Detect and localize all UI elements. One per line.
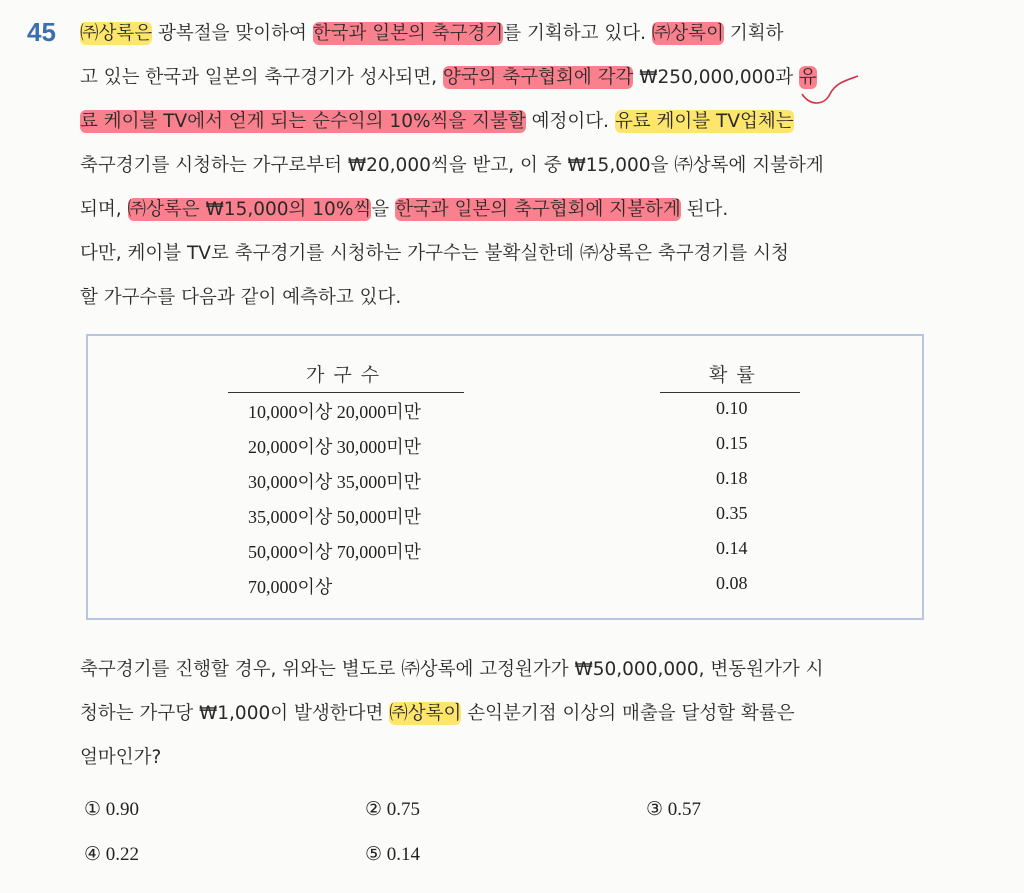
household-probability-table	[86, 334, 924, 620]
text-line	[80, 188, 940, 232]
highlighted-text: ㈜상록은	[80, 23, 153, 44]
probability-cell: 0.10	[716, 398, 748, 418]
choice-2[interactable]: ② 0.75	[365, 799, 421, 820]
header-rule-households	[228, 392, 464, 393]
choice-5[interactable]: ⑤ 0.14	[365, 844, 421, 865]
header-probability: 확률	[709, 364, 764, 386]
text-segment: 기획하	[723, 23, 784, 44]
choice-3[interactable]: ③ 0.57	[646, 799, 702, 820]
text-segment: 를 기획하고 있다.	[503, 23, 652, 44]
range-cell: 70,000이상	[248, 577, 333, 597]
highlighted-text: 양국의 축구협회에 각각	[442, 67, 634, 88]
probability-cell: 0.08	[716, 573, 748, 593]
pen-mark	[800, 72, 860, 112]
highlighted-text: ㈜상록이	[389, 703, 462, 724]
header-households: 가구수	[306, 364, 389, 386]
text-segment: 된다.	[680, 199, 729, 220]
text-line	[80, 144, 940, 188]
text-line	[80, 692, 940, 736]
choice-1[interactable]: ① 0.90	[84, 799, 140, 820]
header-rule-probability	[660, 392, 800, 393]
probability-cell: 0.14	[716, 538, 748, 558]
highlighted-text: 유	[798, 67, 817, 88]
range-cell: 30,000이상 35,000미만	[248, 472, 422, 492]
probability-cell: 0.35	[716, 503, 748, 523]
highlighted-text: 유료 케이블 TV업체는	[614, 111, 794, 132]
text-line	[80, 12, 940, 56]
highlighted-text: ㈜상록이	[651, 23, 724, 44]
text-line	[80, 648, 940, 692]
highlighted-text: 한국과 일본의 축구협회에 지불하게	[395, 199, 681, 220]
text-segment: 예정이다.	[525, 111, 615, 132]
range-cell: 20,000이상 30,000미만	[248, 437, 422, 457]
text-segment: 을	[371, 199, 396, 220]
text-segment: 손익분기점 이상의 매출을 달성할 확률은	[461, 703, 795, 724]
text-segment: 축구경기를 시청하는 가구로부터 ₩20,000씩을 받고, 이 중 ₩15,000을 ㈜상록에 지불하게	[80, 155, 824, 176]
text-segment: ₩250,000,000과	[633, 67, 799, 88]
text-line	[80, 276, 940, 320]
range-cell: 35,000이상 50,000미만	[248, 507, 422, 527]
choice-4[interactable]: ④ 0.22	[84, 844, 140, 865]
probability-cell: 0.18	[716, 468, 748, 488]
text-segment: 다만, 케이블 TV로 축구경기를 시청하는 가구수는 불확실한데 ㈜상록은 축구경기를 시청	[80, 243, 789, 264]
question-paragraph	[80, 648, 940, 780]
text-segment: 청하는 가구당 ₩1,000이 발생한다면	[80, 703, 390, 724]
highlighted-text: 료 케이블 TV에서 얻게 되는 순수익의 10%씩을 지불할	[80, 111, 526, 132]
text-segment: 광복절을 맞이하여	[152, 23, 313, 44]
range-cell: 10,000이상 20,000미만	[248, 402, 422, 422]
highlighted-text: ㈜상록은 ₩15,000의 10%씩	[127, 199, 372, 220]
range-cell: 50,000이상 70,000미만	[248, 542, 422, 562]
text-segment: 할 가구수를 다음과 같이 예측하고 있다.	[80, 287, 402, 308]
text-segment: 축구경기를 진행할 경우, 위와는 별도로 ㈜상록에 고정원가가 ₩50,000,000, 변동원가가 시	[80, 659, 824, 680]
highlighted-text: 한국과 일본의 축구경기	[312, 23, 504, 44]
text-line	[80, 736, 940, 780]
probability-cell: 0.15	[716, 433, 748, 453]
text-segment: 얼마인가?	[80, 747, 162, 768]
text-segment: 고 있는 한국과 일본의 축구경기가 성사되면,	[80, 67, 443, 88]
intro-paragraph	[80, 12, 940, 320]
question-number: 45	[27, 17, 56, 47]
text-line	[80, 232, 940, 276]
text-segment: 되며,	[80, 199, 128, 220]
